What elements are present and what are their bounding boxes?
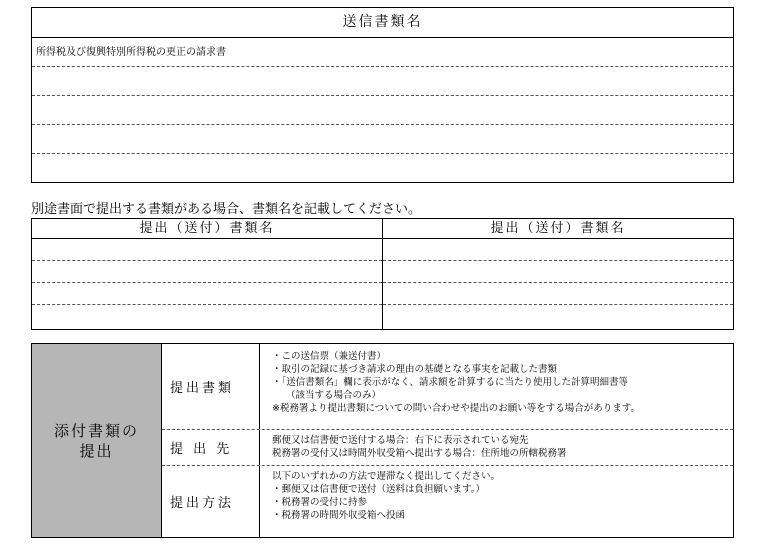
document-name-input[interactable]: [32, 239, 382, 261]
attachment-side-title: [32, 344, 162, 537]
document-name-input[interactable]: [32, 283, 382, 305]
content-line: ※税務署より提出書類についての問い合わせや提出のお願い等をする場合があります。: [272, 403, 641, 414]
attachment-sections: [162, 344, 733, 537]
content-line: ・税務署の受付に持参: [272, 497, 368, 508]
content-line: 税務署の受付又は時間外収受箱へ提出する場合：住所地の所轄税務署: [272, 448, 567, 459]
column-header: 提出（送付）書類名: [383, 219, 733, 239]
document-name-input[interactable]: [32, 261, 382, 283]
separate-submission-caption: 別途書面で提出する書類がある場合、書類名を記載してください。: [31, 202, 422, 217]
content-line: 以下のいずれかの方法で遅滞なく提出してください。: [272, 471, 501, 482]
sent-document-row: 所得税及び復興特別所得税の更正の請求書: [32, 38, 733, 67]
content-line: ・この送信票（兼送付書）: [272, 351, 387, 362]
attachment-submission-table: [31, 343, 734, 538]
section-label: 提出方法: [162, 466, 260, 537]
separate-submission-table: [31, 218, 734, 330]
side-title-line: 添付書類の: [53, 421, 139, 440]
content-line: ・「送信書類名」欄に表示がなく、請求額を計算するに当たり使用した計算明細書等: [272, 377, 629, 388]
document-name-input[interactable]: [32, 305, 382, 329]
side-title-line: 提出: [79, 441, 114, 460]
content-line: 郵便又は信書便で送付する場合：右下に表示されている宛先: [272, 435, 529, 446]
content-line: ・郵便又は信書便で送付（送料は負担願います。）: [272, 484, 485, 495]
sent-document-row: [32, 67, 733, 96]
sent-documents-header: 送信書類名: [32, 8, 733, 38]
sent-document-row: [32, 154, 733, 183]
section-label: 提出書類: [162, 344, 260, 429]
content-line: ・取引の記録に基づき請求の理由の基礎となる事実を記載した書類: [272, 364, 558, 375]
column-header: 提出（送付）書類名: [32, 219, 382, 239]
section-documents: [162, 344, 733, 430]
separate-submission-column-right: [382, 219, 733, 329]
section-destination: [162, 430, 733, 466]
document-name-input[interactable]: [383, 239, 733, 261]
section-label: 提 出 先: [162, 430, 260, 465]
sent-document-row: [32, 96, 733, 125]
sent-document-row: [32, 125, 733, 154]
separate-submission-column-left: [32, 219, 382, 329]
document-name-input[interactable]: [383, 283, 733, 305]
section-content: [260, 430, 733, 465]
section-content: [260, 344, 733, 429]
content-line: （該当する場合のみ）: [286, 390, 382, 401]
content-line: ・税務署の時間外収受箱へ投函: [272, 510, 406, 521]
document-name-input[interactable]: [383, 305, 733, 329]
section-content: [260, 466, 733, 537]
document-name-input[interactable]: [383, 261, 733, 283]
sent-documents-table: [31, 7, 734, 183]
section-method: [162, 466, 733, 537]
